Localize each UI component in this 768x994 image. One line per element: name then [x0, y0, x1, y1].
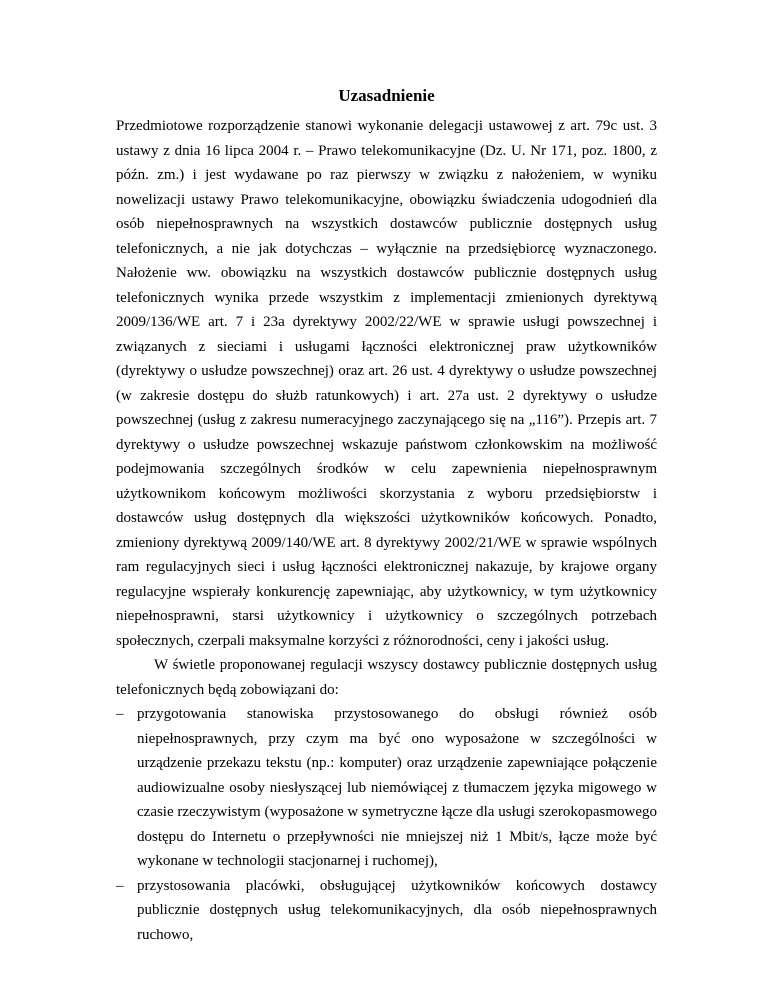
- dash-bullet-icon: –: [116, 706, 124, 722]
- paragraph-intro: Przedmiotowe rozporządzenie stanowi wykonanie delegacji ustawowej z art. 79c ust. 3 ustawy z dnia 16 lipca 2004 r. – Prawo telekomunikacyjne (Dz. U. Nr 171, poz. 1800, z późn. zm.) i jest wydawane po raz pierwszy w związku z nałożeniem, w wyniku nowelizacji ustawy Prawo telekomunikacyjne, obowiązku świadczenia udogodnień dla osób niepełnosprawnych na wszystkich dostawców publicznie dostępnych usług telefonicznych, a nie jak dotychczas – wyłącznie na przedsiębiorcę wyznaczonego. Nałożenie ww. obowiązku na wszystkich dostawców publicznie dostępnych usług telefonicznych wynika przede wszystkim z implementacji zmienionych dyrektywą 2009/136/WE art. 7 i 23a dyrektywy 2002/22/WE w sprawie usługi powszechnej i związanych z sieciami i usługami łączności elektronicznej praw użytkowników (dyrektywy o usłudze powszechnej) oraz art. 26 ust. 4 dyrektywy o usłudze powszechnej (w zakresie dostępu do służb ratunkowych) i art. 27a ust. 2 dyrektywy o usłudze powszechnej (usług z zakresu numeracyjnego zaczynającego się na „116”). Przepis art. 7 dyrektywy o usłudze powszechnej wskazuje państwom członkowskim na możliwość podejmowania szczególnych środków w celu zapewnienia niepełnosprawnym użytkownikom końcowym możliwości skorzystania z wyboru przedsiębiorstw i dostawców usług dostępnych dla większości użytkowników końcowych. Ponadto, zmieniony dyrektywą 2009/140/WE art. 8 dyrektywy 2002/21/WE w sprawie wspólnych ram regulacyjnych sieci i usług łączności elektronicznej nakazuje, by krajowe organy regulacyjne wspierały konkurencję zapewniając, aby użytkownicy, w tym użytkownicy niepełnosprawni, starsi użytkownicy i użytkownicy o szczególnych potrzebach społecznych, czerpali maksymalne korzyści z różnorodności, ceny i jakości usług.: [116, 118, 657, 649]
- document-title: Uzasadnienie: [338, 86, 435, 105]
- paragraph-obligations-lead: W świetle proponowanej regulacji wszyscy dostawcy publicznie dostępnych usług telefonicznych będą zobowiązani do:: [116, 657, 657, 698]
- list-item: [116, 702, 657, 874]
- list-item: [116, 874, 657, 948]
- obligations-list: [116, 702, 657, 947]
- list-item-text: przystosowania placówki, obsługującej użytkowników końcowych dostawcy publicznie dostępnych usług telekomunikacyjnych, dla osób niepełnosprawnych ruchowo,: [137, 877, 657, 943]
- document-page: [116, 86, 657, 947]
- list-item-text: przygotowania stanowiska przystosowanego do obsługi również osób niepełnosprawnych, przy czym ma być ono wyposażone w szczególności w urządzenie przekazu tekstu (np.: komputer) oraz urządzenie zapewniające połączenie audiowizualne osoby niesłyszącej lub niemówiącej z tłumaczem języka migowego w czasie rzeczywistym (wyposażone w symetryczne łącze dla usługi szerokopasmowego dostępu do Internetu o przepływności nie mniejszej niż 1 Mbit/s, łącze może być wykonane w technologii stacjonarnej i ruchomej),: [137, 706, 657, 869]
- dash-bullet-icon: –: [116, 877, 124, 894]
